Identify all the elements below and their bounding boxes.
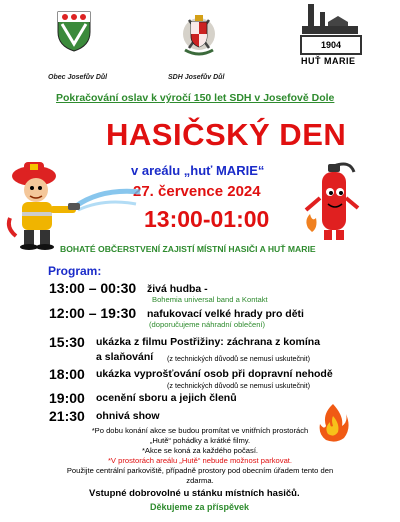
program-event: živá hudba - [147, 283, 208, 295]
fire-extinguisher-mascot-icon [300, 158, 362, 244]
factory-name: HUŤ MARIE [301, 56, 356, 66]
village-coat-of-arms-icon [56, 10, 92, 52]
program-event: ukázka vyprošťování osob při dopravní nehodě [96, 368, 333, 380]
footer-note: „Hutě“ pohádky a krátké filmy. [149, 436, 251, 445]
event-time: 13:00-01:00 [144, 206, 270, 232]
program-event: ohnivá show [96, 410, 160, 422]
program-note: Bohemia universal band a Kontakt [152, 295, 268, 304]
thanks-note: Děkujeme za příspěvek [150, 502, 250, 512]
factory-logo-icon [298, 4, 362, 38]
page-title: HASIČSKÝ DEN [106, 117, 347, 152]
program-event: ocenění sboru a jejich členů [96, 392, 237, 404]
program-time: 18:00 [49, 366, 85, 382]
footer-note: Použijte centrální parkoviště, případně prostory pod obecním úřadem tento den [66, 466, 334, 475]
fire-brigade-emblem-icon [181, 14, 217, 58]
program-time: 13:00 – 00:30 [49, 280, 137, 296]
footer-note: *Akce se koná za každého počasí. [141, 446, 259, 455]
parking-warning: *V prostorách areálu „Hutě“ nebude možnost parkovat. [107, 456, 293, 465]
venue: v areálu „huť MARIE“ [131, 163, 265, 178]
sdh-caption: SDH Josefův Důl [168, 74, 225, 81]
firefighter-mascot-icon [6, 158, 144, 250]
program-event: a slaňování [96, 351, 154, 363]
program-time: 12:00 – 19:30 [49, 305, 137, 321]
factory-year: 1904 [300, 35, 362, 55]
admission-note: Vstupné dobrovolné u stánku místních hasičů. [89, 488, 300, 499]
program-time: 15:30 [49, 334, 85, 350]
footer-note: zdarma. [186, 476, 214, 485]
refreshments-note: BOHATÉ OBČERSTVENÍ ZAJISTÍ MÍSTNÍ HASIČI A HUŤ MARIE [60, 244, 316, 254]
village-caption: Obec Josefův Důl [48, 74, 108, 81]
program-heading: Program: [48, 264, 102, 278]
program-note: (z technických důvodů se nemusí uskutečnit) [167, 381, 311, 390]
event-date: 27. července 2024 [133, 183, 261, 200]
program-note: (z technických důvodů se nemusí uskutečnit) [167, 354, 311, 363]
program-note: (doporučujeme náhradní oblečení) [149, 320, 266, 329]
program-time: 19:00 [49, 390, 85, 406]
program-event: nafukovací velké hrady pro děti [147, 308, 304, 320]
footer-note: *Po dobu konání akce se budou promítat ve vnitřních prostorách [91, 426, 309, 435]
program-time: 21:30 [49, 408, 85, 424]
subtitle: Pokračování oslav k výročí 150 let SDH v Josefově Dole [56, 92, 335, 104]
program-event: ukázka z filmu Postřižiny: záchrana z komína [96, 336, 321, 348]
